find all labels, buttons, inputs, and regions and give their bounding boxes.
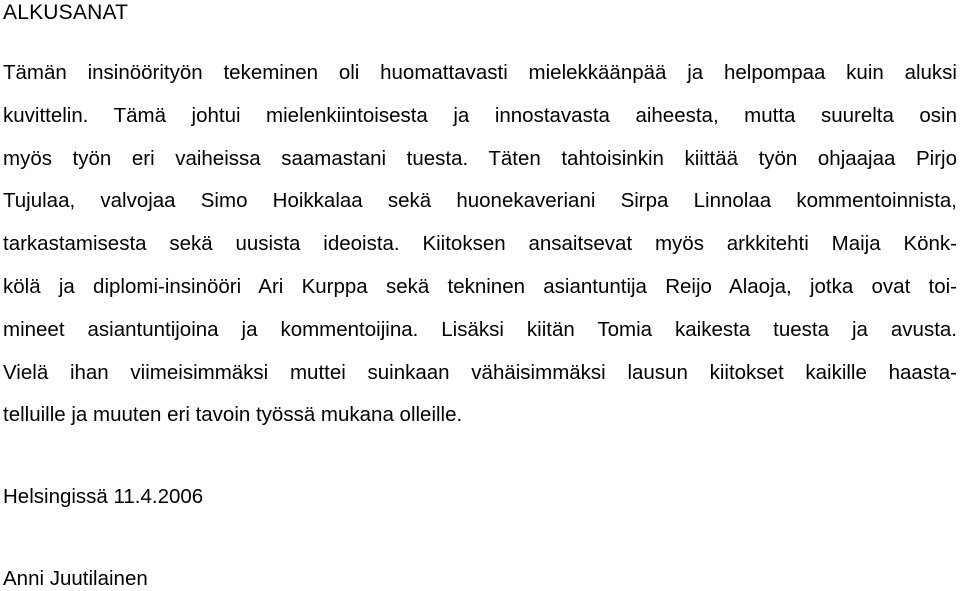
paragraph-line: kölä ja diplomi-insinööri Ari Kurppa sekä tekninen asiantuntija Reijo Alaoja, jotka ovat toi-: [3, 274, 957, 298]
paragraph-line: telluille ja muuten eri tavoin työssä mukana olleille.: [3, 403, 463, 427]
place-and-date: Helsingissä 11.4.2006: [3, 485, 204, 508]
page-title: ALKUSANAT: [3, 1, 129, 24]
paragraph-line: mineet asiantuntijoina ja kommentoijina. Lisäksi kiitän Tomia kaikesta tuesta ja avusta.: [3, 317, 957, 341]
paragraph-line: Vielä ihan viimeisimmäksi muttei suinkaan vähäisimmäksi lausun kiitokset kaikille haasta-: [3, 360, 957, 384]
paragraph-line: Tämän insinöörityön tekeminen oli huomattavasti mielekkäänpää ja helpompaa kuin aluksi: [3, 61, 957, 84]
paragraph-line: kuvittelin. Tämä johtui mielenkiintoisesta ja innostavasta aiheesta, mutta suurelta osin: [3, 103, 957, 127]
paragraph-line: tarkastamisesta sekä uusista ideoista. Kiitoksen ansaitsevat myös arkkitehti Maija Könk-: [3, 232, 957, 256]
paragraph-line: myös työn eri vaiheissa saamastani tuesta. Täten tahtoisinkin kiittää työn ohjaajaa Pirjo: [3, 146, 957, 170]
acknowledgements-paragraph: [3, 52, 957, 437]
paragraph-line: Tujulaa, valvojaa Simo Hoikkalaa sekä huonekaveriani Sirpa Linnolaa kommentoinnista,: [3, 189, 957, 213]
author-name: Anni Juutilainen: [3, 567, 148, 590]
